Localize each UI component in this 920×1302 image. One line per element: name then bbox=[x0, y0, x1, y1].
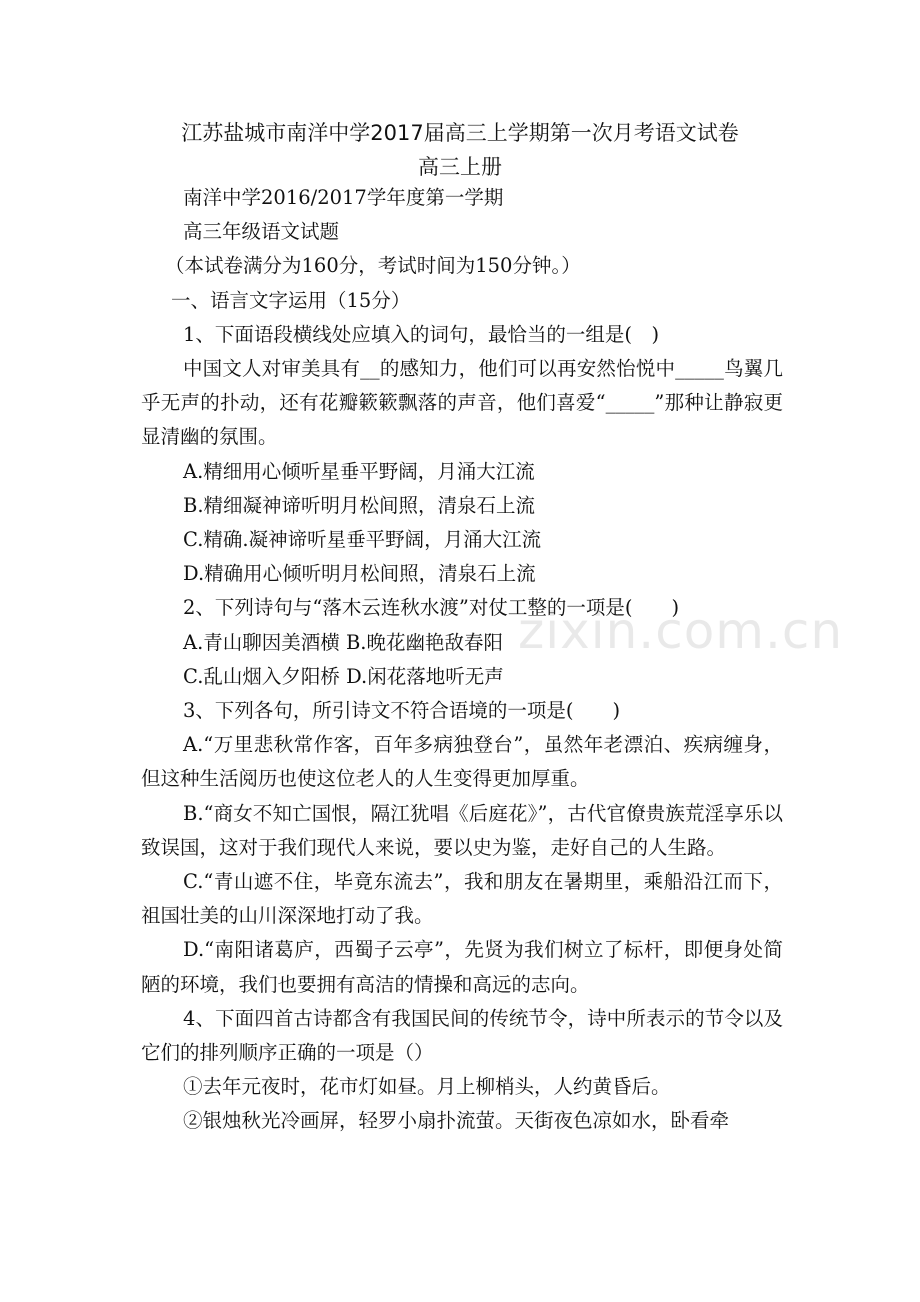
school-term-line: 南洋中学2016/2017学年度第一学期 bbox=[183, 186, 504, 209]
question-3-stem: 3、下列各句，所引诗文不符合语境的一项是( ) bbox=[183, 699, 621, 723]
question-1-option-d: D.精确用心倾听明月松间照，清泉石上流 bbox=[183, 562, 536, 586]
question-2-options-ab: A.青山聊因美酒横 B.晚花幽艳敌春阳 bbox=[183, 630, 504, 654]
question-3-option-a: A.“万里悲秋常作客，百年多病独登台”，虽然年老漂泊、疾病缠身，但这种生活阅历也使这位老人的人生变得更加厚重。 bbox=[141, 733, 783, 791]
question-1-option-c: C.精确.凝神谛听星垂平野阔，月涌大江流 bbox=[183, 528, 542, 552]
question-1-option-b: B.精细凝神谛听明月松间照，清泉石上流 bbox=[183, 493, 536, 517]
question-3-option-b: B.“商女不知亡国恨，隔江犹唱《后庭花》”，古代官僚贵族荒淫享乐以致误国，这对于我们现代人来说，要以史为鉴，走好自己的人生路。 bbox=[141, 801, 783, 859]
section-heading: 一、语言文字运用（15分） bbox=[171, 288, 411, 312]
question-2-options-cd: C.乱山烟入夕阳桥 D.闲花落地听无声 bbox=[183, 664, 504, 688]
document-subtitle: 高三上册 bbox=[418, 155, 502, 179]
question-4-poem-1: ①去年元夜时，花市灯如昼。月上柳梢头，人约黄昏后。 bbox=[183, 1075, 671, 1099]
question-1-passage: 中国文人对审美具有__的感知力，他们可以再安然怡悦中_____鸟翼几乎无声的扑动，还有花瓣簌簌飘落的声音，他们喜爱“_____”那种让静寂更显清幽的氛围。 bbox=[141, 357, 783, 449]
document-title: 江苏盐城市南洋中学2017届高三上学期第一次月考语文试卷 bbox=[181, 121, 739, 145]
question-4-stem: 4、下面四首古诗都含有我国民间的传统节令，诗中所表示的节令以及它们的排列顺序正确的一项是（） bbox=[141, 1006, 783, 1065]
grade-exam-line: 高三年级语文试题 bbox=[183, 220, 340, 244]
question-4-poem-2: ②银烛秋光冷画屏，轻罗小扇扑流萤。天街夜色凉如水，卧看牵 bbox=[183, 1109, 730, 1133]
document-body bbox=[141, 181, 783, 1139]
question-3-option-d: D.“南阳诸葛庐，西蜀子云亭”，先贤为我们树立了标杆，即便身处简陋的环境，我们也要拥有高洁的情操和高远的志向。 bbox=[141, 938, 783, 996]
question-2-stem: 2、下列诗句与“落木云连秋水渡”对仗工整的一项是( ) bbox=[183, 596, 680, 620]
exam-info-line: （本试卷满分为160分，考试时间为150分钟。） bbox=[165, 254, 581, 278]
watermark: zixin.com.cn bbox=[518, 602, 844, 660]
question-1-option-a: A.精细用心倾听星垂平野阔，月涌大江流 bbox=[183, 459, 535, 483]
question-1-stem: 1、下面语段横线处应填入的词句，最恰当的一组是( ) bbox=[183, 322, 660, 346]
question-3-option-c: C.“青山遮不住，毕竟东流去”，我和朋友在暑期里，乘船沿江而下，祖国壮美的山川深深地打动了我。 bbox=[141, 870, 783, 928]
